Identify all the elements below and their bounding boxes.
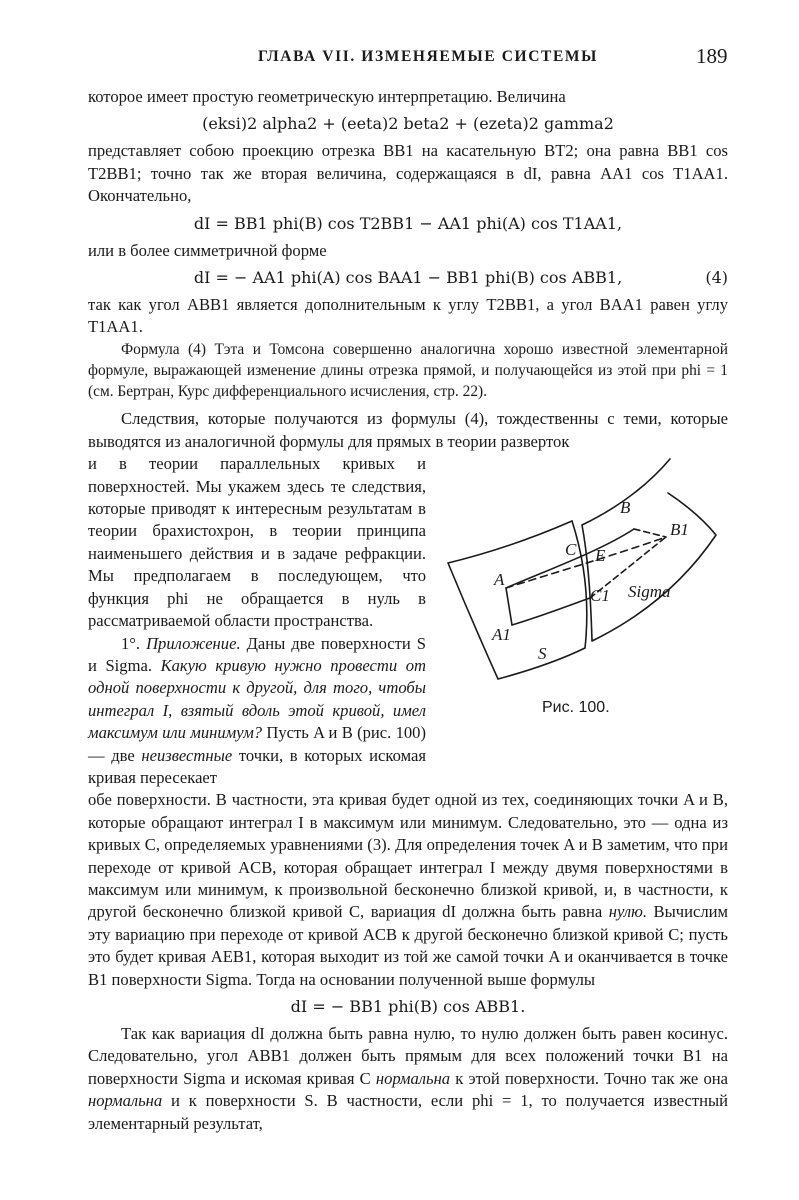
segment-a-a1 <box>506 588 512 625</box>
application-question: Какую кривую нужно провести от одной поверхности к другой, для того, чтобы интеграл I, взятый вдоль этой кривой, имел максимум или минимум? <box>88 655 426 743</box>
formula-variation: dI = BB1 phi(B) cos T2BB1 − AA1 phi(A) cos T1AA1, <box>193 213 623 233</box>
conclusion-text-b: к этой поверхности. Точно так же она <box>450 1068 728 1088</box>
application-text-a: Даны две поверхности S и Sigma. <box>88 633 427 675</box>
application-text-b: Пусть A и B (рис. 100) — две <box>88 723 427 765</box>
intersection-zero: нулю. <box>608 902 647 922</box>
label-a: A <box>494 570 505 590</box>
page-header <box>0 44 799 74</box>
intersection-text-b: Вычислим эту вариацию при переходе от кривой ACB к другой бесконечно близкой кривой C; пусть это будет кривая AEB1, которая выходит из той же самой точки A и оканчивается в точке B1 поверхности Sigma. Тогда на основании полученной выше формулы <box>88 902 728 989</box>
segment-b-b1 <box>634 529 666 537</box>
conclusion-text-c: и к поверхности S. В частности, если phi = 1, то получается известный элементарный результат, <box>88 1091 728 1133</box>
running-title: ГЛАВА VII. ИЗМЕНЯЕМЫЕ СИСТЕМЫ <box>258 48 598 65</box>
label-b1: B1 <box>670 520 689 540</box>
paragraph-consequences-cont: и в теории параллельных кривых и поверхностей. Мы укажем здесь те следствия, которые приводят к интересным результатам в теории брахистохрон, в теории принципа наименьшего действия и в задаче рефракции. Мы предполагаем в последующем, что функция phi не обращается в нуль в рассматриваемой области пространства. <box>88 454 426 631</box>
label-c1: C1 <box>590 586 610 606</box>
label-c: C <box>565 540 577 560</box>
figure-caption: Рис. 100. <box>542 699 610 717</box>
paragraph-consequences: Следствия, которые получаются из формулы (4), тождественны с теми, которые выводятся из аналогичной формулы для прямых в теории разверток <box>88 409 728 451</box>
paragraph-intersection <box>88 789 728 991</box>
label-e: E <box>595 546 606 566</box>
wrapped-text-column <box>88 453 426 789</box>
formula-variation-b: dI = − BB1 phi(B) cos ABB1. <box>290 997 526 1017</box>
formula-4-body: dI = − AA1 phi(A) cos BAA1 − BB1 phi(B) cos ABB1, <box>193 268 623 288</box>
application-number: 1°. <box>121 633 147 653</box>
formula-4 <box>88 267 728 289</box>
curve-c1 <box>512 598 590 625</box>
paragraph-projection: представляет собою проекцию отрезка BB1 на касательную BT2; она равна BB1 cos T2BB1; точно так же вторая величина, содержащаяся в dI, равна AA1 cos T1AA1. Окончательно, <box>88 141 728 206</box>
application-heading: Приложение. <box>146 633 241 653</box>
figure-100 <box>440 453 728 739</box>
conclusion-text-a: Так как вариация dI должна быть равна нулю, то нулю должен быть равен косинус. Следовательно, угол ABB1 должен быть прямым для всех положений точки B1 на поверхности Sigma и искомая кривая C <box>88 1024 728 1088</box>
label-sigma: Sigma <box>628 582 671 602</box>
curve-aeb1 <box>506 537 666 588</box>
formula-projection-sum: (eksi)2 alpha2 + (eeta)2 beta2 + (ezeta)2 gamma2 <box>202 114 614 134</box>
conclusion-normal-2: нормальна <box>88 1091 163 1111</box>
intersection-text-a: обе поверхности. В частности, эта кривая будет одной из тех, соединяющих точки A и B, которые обращают интеграл I в максимум или минимум. Следовательно, это — одна из кривых C, определяемых уравнениями (3). Для определения точек A и B заметим, что при переходе от кривой ACB, которая обращает интеграл I между двумя поверхностями в максимум или минимум, к произвольной бесконечно близкой кривой, и, в частности, к другой бесконечно близкой кривой C, вариация dI должна быть равна <box>88 790 728 922</box>
label-b: B <box>620 498 631 518</box>
conclusion-normal-1: нормальна <box>375 1068 451 1088</box>
paragraph-tait-thomson: Формула (4) Тэта и Томсона совершенно аналогична хорошо известной элементарной формуле, выражающей изменение длины отрезка прямой, и получающейся из этой при phi = 1 (см. Бертран, Курс дифференциального исчисления, стр. 22). <box>88 340 728 401</box>
page-body <box>88 86 728 1135</box>
application-unknown: неизвестные <box>141 745 233 765</box>
paragraph-symmetric-form: или в более симметричной форме <box>88 240 327 260</box>
label-a1: A1 <box>492 625 511 645</box>
text-with-figure <box>88 453 728 789</box>
paragraph-angles: так как угол ABB1 является дополнительным к углу T2BB1, а угол BAA1 равен углу T1AA1. <box>88 295 728 337</box>
paragraph-application <box>88 633 426 790</box>
equation-number: (4) <box>705 268 728 288</box>
figure-100-drawing <box>440 453 728 693</box>
application-text-c: точки, в которых искомая кривая пересекает <box>88 745 427 787</box>
paragraph-conclusion <box>88 1023 728 1135</box>
page-number: 189 <box>696 44 728 68</box>
label-s: S <box>538 644 547 664</box>
paragraph-intro: которое имеет простую геометрическую интерпретацию. Величина <box>88 87 566 106</box>
